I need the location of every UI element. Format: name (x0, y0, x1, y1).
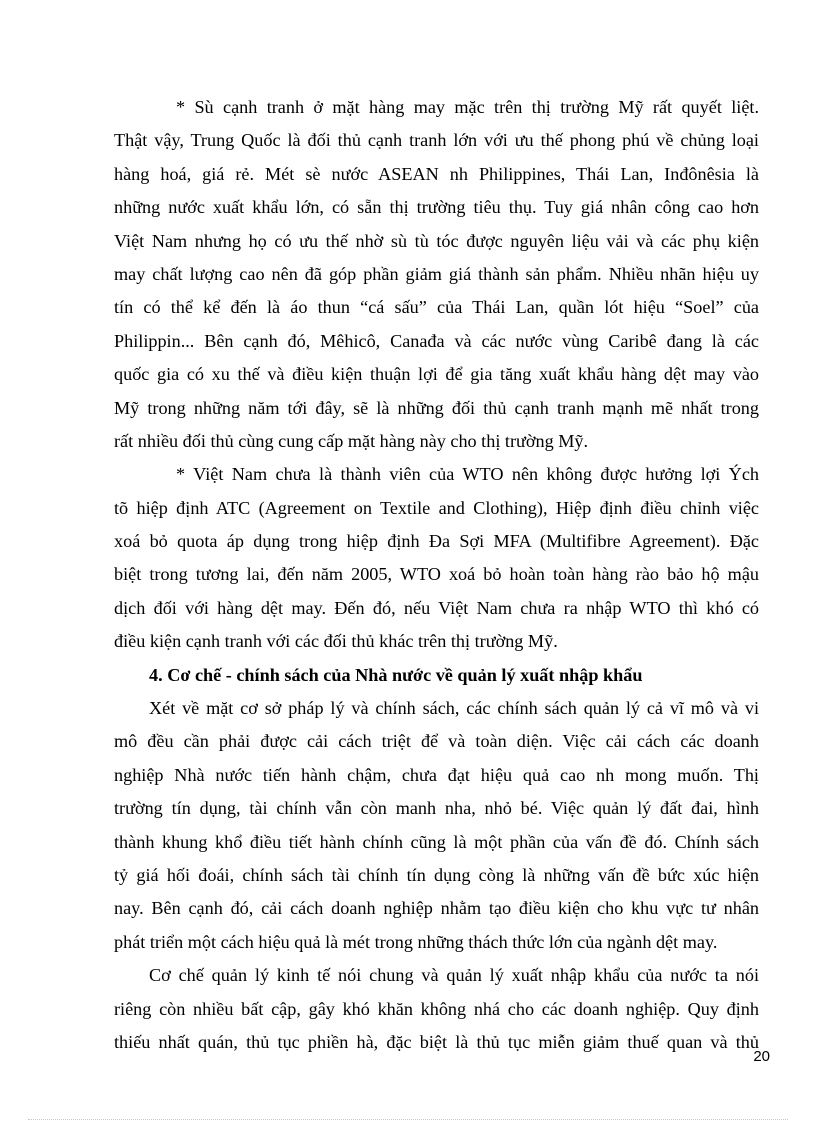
text-line: Việt Nam nhưng họ có ưu thế nhờ sù tù tóc được nguyên liệu vải và các phụ kiện (114, 230, 759, 251)
text-line: tỷ giá hối đoái, chính sách tài chính tín dụng còng là những vấn đề bức xúc hiện (114, 864, 759, 885)
text-line: * Việt Nam chưa là thành viên của WTO nên không được hưởng lợi Ých (176, 464, 759, 485)
text-line: nay. Bên cạnh đó, cải cách doanh nghiệp nhằm tạo điều kiện cho khu vực tư nhân (114, 898, 759, 919)
text-line: biệt trong tương lai, đến năm 2005, WTO xoá bỏ hoàn toàn hàng rào bảo hộ mậu (114, 564, 759, 585)
text-line: Philippin... Bên cạnh đó, Mêhicô, Canađa và các nước vùng Caribê đang là các (114, 330, 759, 351)
text-line: thành khung khổ điều tiết hành chính cũng là một phần của vấn đề đó. Chính sách (114, 831, 759, 852)
text-line: tín có thể kể đến là áo thun “cá sấu” của Thái Lan, quần lót hiệu “Soel” của (114, 297, 759, 318)
page-number: 20 (753, 1048, 770, 1065)
text-line: riêng còn nhiều bất cập, gây khó khăn không nhá cho các doanh nghiệp. Quy định (114, 998, 759, 1019)
text-line: rất nhiều đối thủ cùng cung cấp mặt hàng này cho thị trường Mỹ. (114, 430, 589, 451)
document-body (114, 91, 759, 1059)
text-line: điều kiện cạnh tranh với các đối thủ khác trên thị trường Mỹ. (114, 631, 558, 652)
text-line: may chất lượng cao nên đã góp phần giảm giá thành sản phẩm. Nhiều nhãn hiệu uy (114, 263, 759, 284)
section-heading: 4. Cơ chế - chính sách của Nhà nước về quản lý xuất nhập khẩu (149, 664, 643, 685)
text-line: mô đều cần phải được cải cách triệt để và toàn diện. Việc cải cách các doanh (114, 731, 759, 752)
text-line: Thật vậy, Trung Quốc là đối thủ cạnh tranh lớn với ưu thế phong phú về chủng loại (114, 130, 759, 151)
text-line: * Sù cạnh tranh ở mặt hàng may mặc trên thị trường Mỹ rất quyết liệt. (176, 97, 759, 117)
text-line: phát triển một cách hiệu quả là mét trong những thách thức lớn của ngành dệt may. (114, 931, 718, 952)
text-line: thiếu nhất quán, thủ tục phiền hà, đặc biệt là thủ tục miễn giảm thuế quan và thủ (114, 1031, 759, 1052)
footer-divider (28, 1119, 788, 1120)
text-line: trường tín dụng, tài chính vẫn còn manh nha, nhỏ bé. Việc quản lý đất đai, hình (114, 798, 759, 819)
text-line: hàng hoá, giá rẻ. Mét sè nước ASEAN nh Philippines, Thái Lan, Inđônêsia là (114, 163, 759, 184)
text-line: Xét về mặt cơ sở pháp lý và chính sách, các chính sách quản lý cả vĩ mô và vi (149, 698, 759, 719)
text-line: xoá bỏ quota áp dụng trong hiệp định Đa Sợi MFA (Multifibre Agreement). Đặc (114, 531, 759, 552)
text-line: quốc gia có xu thế và điều kiện thuận lợi để gia tăng xuất khẩu hàng dệt may vào (114, 364, 759, 385)
text-line: dịch đối với hàng dệt may. Đến đó, nếu Việt Nam chưa ra nhập WTO thì khó có (114, 597, 759, 618)
text-line: tõ hiệp định ATC (Agreement on Textile and Clothing), Hiệp định điều chỉnh việc (114, 497, 759, 518)
text-line: những nước xuất khẩu lớn, có sẵn thị trường tiêu thụ. Tuy giá nhân công cao hơn (114, 197, 759, 218)
text-line: nghiệp Nhà nước tiến hành chậm, chưa đạt hiệu quả cao nh mong muốn. Thị (114, 764, 759, 785)
text-line: Mỹ trong những năm tới đây, sẽ là những đối thủ cạnh tranh mạnh mẽ nhất trong (114, 397, 759, 418)
text-line: Cơ chế quản lý kinh tế nói chung và quản lý xuất nhập khẩu của nước ta nói (149, 965, 759, 986)
